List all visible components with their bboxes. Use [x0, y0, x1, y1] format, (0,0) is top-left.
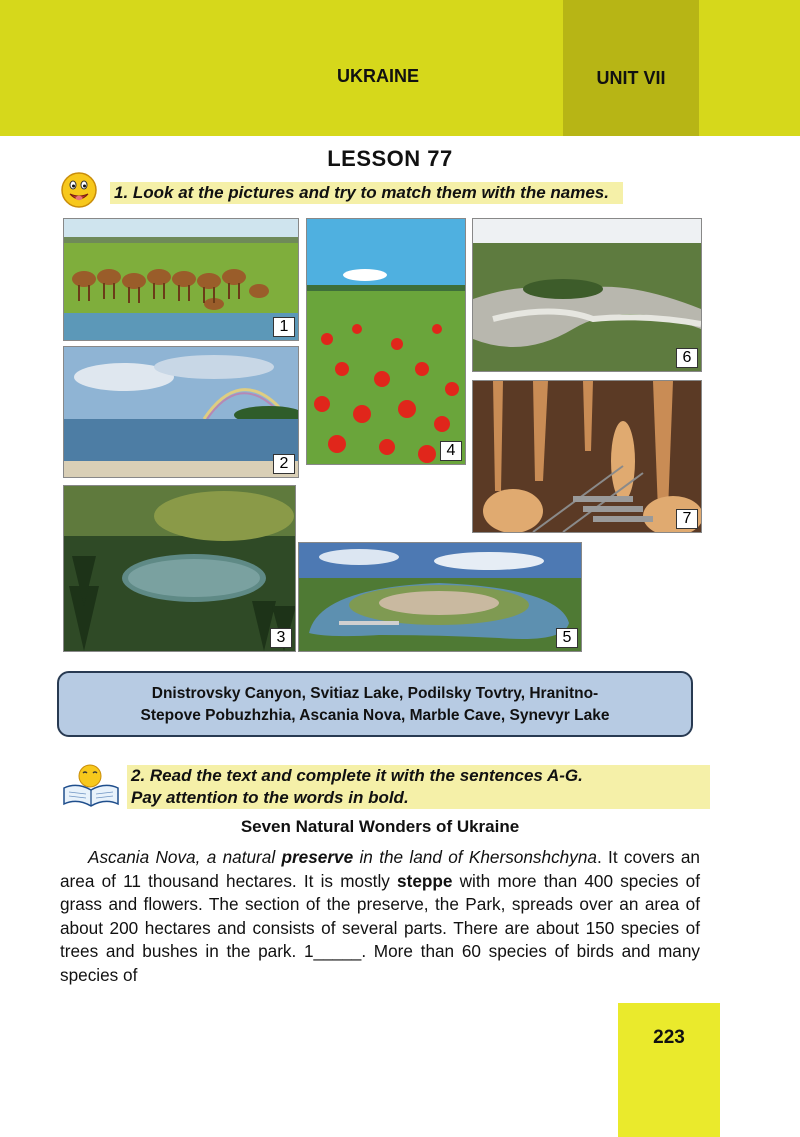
task-2-line-2: Pay attention to the words in bold.	[131, 788, 409, 807]
photo-3-forest-lake	[63, 485, 296, 652]
lesson-title: LESSON 77	[327, 146, 453, 171]
photo-number: 7	[676, 509, 698, 529]
photo-7-cave	[472, 380, 702, 533]
cave-image	[473, 381, 701, 532]
forest-lake-image	[64, 486, 295, 651]
photo-number: 3	[270, 628, 292, 648]
reading-paragraph	[60, 846, 700, 987]
photo-4-poppies	[306, 218, 466, 465]
smiley-face-icon	[60, 171, 98, 209]
canyon-image	[299, 543, 581, 651]
photo-number: 4	[440, 441, 462, 461]
photo-2-lake	[63, 346, 299, 478]
bold-word-steppe: steppe	[397, 870, 453, 891]
names-box	[57, 671, 693, 737]
page-number: 223	[653, 1027, 685, 1048]
text-title: Seven Natural Wonders of Ukraine	[240, 817, 520, 836]
task-2-instruction	[127, 765, 710, 809]
unit-badge	[563, 0, 699, 136]
photo-number: 5	[556, 628, 578, 648]
photo-number: 6	[676, 348, 698, 368]
bold-word-preserve: preserve	[281, 847, 354, 867]
italic-phrase-1: Ascania Nova, a natural	[88, 847, 282, 867]
page-header	[0, 0, 800, 136]
section-title: UKRAINE	[336, 66, 419, 86]
river-image	[473, 219, 701, 371]
photo-5-canyon	[298, 542, 582, 652]
sentence-part: . It covers an area of 11 thousand hectares. It is mostly	[60, 847, 700, 891]
photo-1-deer	[63, 218, 299, 341]
names-line-1: Dnistrovsky Canyon, Svitiaz Lake, Podilsky Tovtry, Hranitno-	[151, 685, 599, 702]
italic-phrase-2: in the land of Khersonshchyna	[353, 847, 597, 867]
reading-book-icon	[62, 762, 120, 808]
task-1-instruction: 1. Look at the pictures and try to match them with the names.	[110, 182, 623, 204]
unit-label: UNIT VII	[596, 68, 666, 88]
sentence-rest: with more than 400 species of grass and flowers. The section of the preserve, the Park, spreads over an area of about 200 hectares and consists of several parts. There are about 150 species of trees and bushes in the park. 1_____. More than 60 species of birds and many species of	[60, 870, 700, 985]
photo-6-river	[472, 218, 702, 372]
deer-image	[64, 219, 298, 340]
poppy-field-image	[307, 219, 465, 464]
page-number-box	[618, 1003, 720, 1137]
task-2-line-1: 2. Read the text and complete it with the sentences A-G.	[131, 766, 583, 785]
photo-number: 1	[273, 317, 295, 337]
photo-number: 2	[273, 454, 295, 474]
names-line-2: Stepove Pobuzhzhia, Ascania Nova, Marble Cave, Synevyr Lake	[140, 707, 610, 724]
lake-image	[64, 347, 298, 477]
